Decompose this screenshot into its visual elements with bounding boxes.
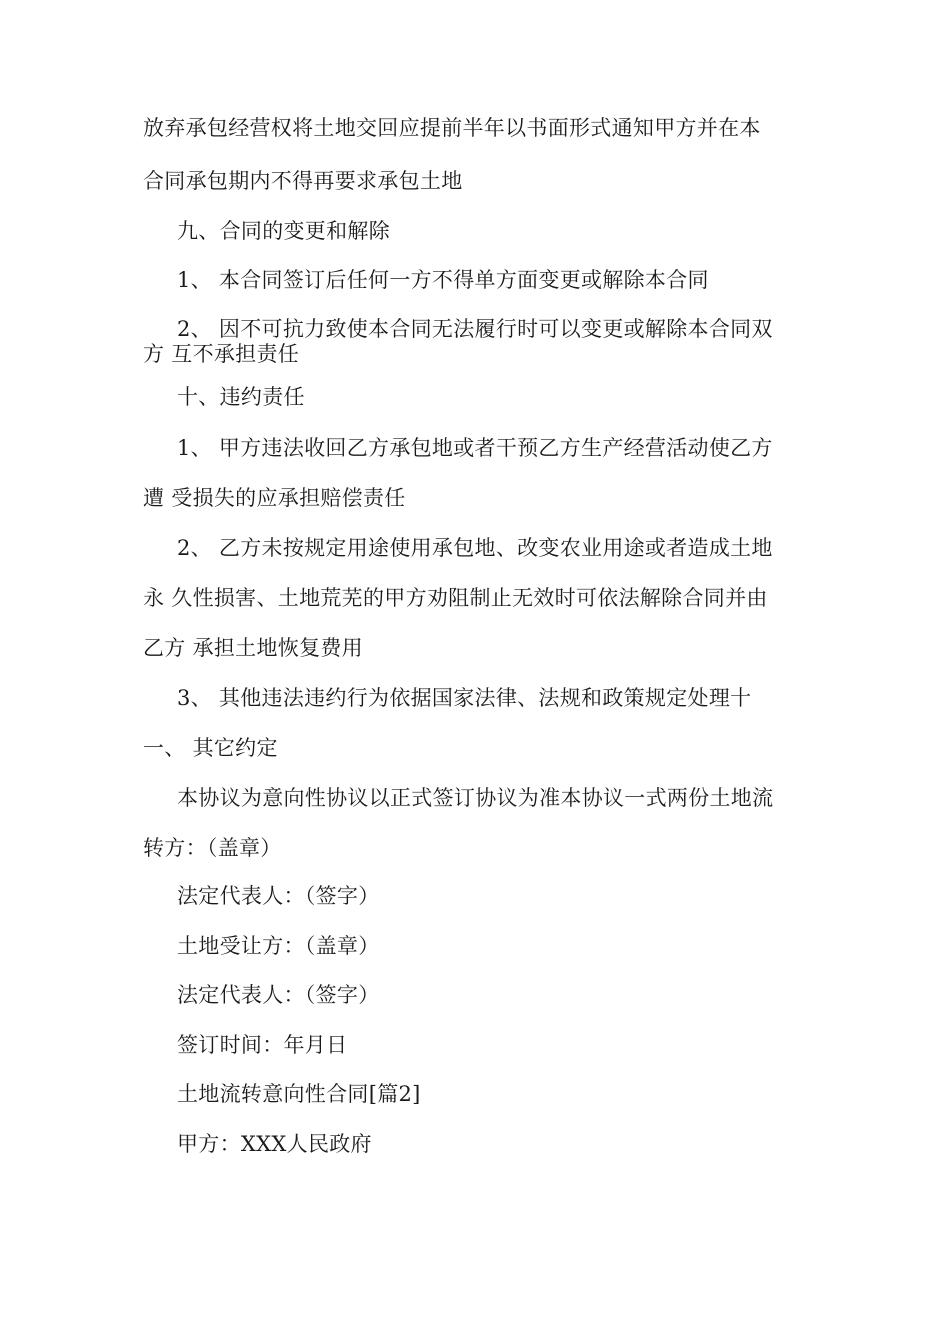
contract-title-2: 土地流转意向性合同[篇2] [177, 1082, 421, 1106]
text-line-1: 放弃承包经营权将土地交回应提前半年以书面形式通知甲方并在本 [143, 116, 761, 140]
text-line-8: 1、 甲方违法收回乙方承包地或者干预乙方生产经营活动使乙方 [177, 436, 773, 460]
section-heading-10: 十、违约责任 [177, 385, 305, 409]
signing-date-line: 签订时间：年月日 [177, 1033, 348, 1057]
party-a-line: 甲方：XXX人民政府 [177, 1132, 372, 1156]
text-line-11: 永 久性损害、土地荒芜的甲方劝阻制止无效时可依法解除合同并由 [143, 586, 768, 610]
text-line-10: 2、 乙方未按规定用途使用承包地、改变农业用途或者造成土地 [177, 536, 773, 560]
text-line-5: 2、 因不可抗力致使本合同无法履行时可以变更或解除本合同双 [177, 317, 773, 341]
section-heading-9: 九、合同的变更和解除 [177, 219, 390, 243]
text-line-12: 乙方 承担土地恢复费用 [143, 636, 363, 660]
text-line-6: 方 互不承担责任 [143, 342, 300, 366]
text-line-2: 合同承包期内不得再要求承包土地 [143, 169, 463, 193]
text-line-4: 1、 本合同签订后任何一方不得单方面变更或解除本合同 [177, 268, 709, 292]
signature-line-1: 法定代表人：（签字） [177, 884, 380, 908]
signature-line-3: 法定代表人：（签字） [177, 983, 380, 1007]
text-line-13: 3、 其他违法违约行为依据国家法律、法规和政策规定处理十 [177, 686, 752, 710]
text-line-15: 本协议为意向性协议以正式签订协议为准本协议一式两份土地流 [177, 786, 774, 810]
text-line-9: 遭 受损失的应承担赔偿责任 [143, 486, 406, 510]
section-heading-11: 一、 其它约定 [143, 736, 278, 760]
text-line-16: 转方：（盖章） [143, 836, 282, 860]
signature-line-2: 土地受让方：（盖章） [177, 934, 380, 958]
